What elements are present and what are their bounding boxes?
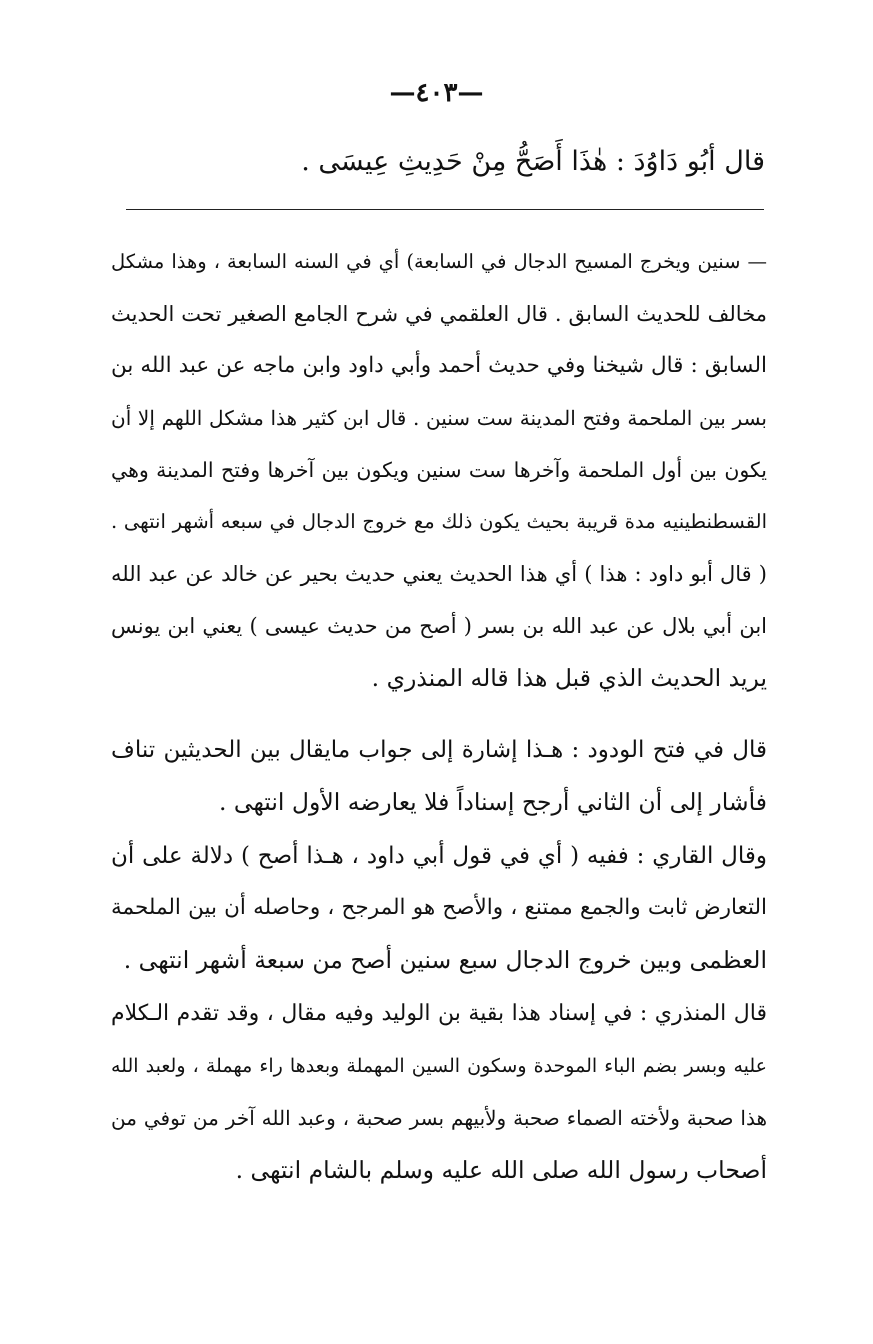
page-number: —٤٠٣— [389,78,484,108]
text-line: عليه وبسر بضم الباء الموحدة وسكون السين المهملة وبعدها راء مهملة ، ولعبد الله [111,1055,767,1077]
commentary-body [111,236,767,1196]
text-line: بسر بين الملحمة وفتح المدينة ست سنين . قال ابن كثير هذا مشكل اللهم إلا أن [111,406,767,430]
commentary-paragraph [111,830,767,986]
text-line: قال في فتح الودود : هـذا إشارة إلى جواب مايقال بين الحديثين تناف [111,737,767,763]
text-line: القسطنطينيه مدة قريبة بحيث يكون ذلك مع خروج الدجال في سبعه أشهر انتهى . [111,510,767,533]
section-divider [126,209,764,210]
text-line: قال المنذري : في إسناد هذا بقية بن الوليد وفيه مقال ، وقد تقدم الـكلام [111,1001,767,1026]
text-line: فأشار إلى أن الثاني أرجح إسناداً فلا يعارضه الأول انتهى . [218,788,767,816]
text-line: أصحاب رسول الله صلى الله عليه وسلم بالشام انتهى . [235,1156,767,1184]
text-line: العظمى وبين خروج الدجال سبع سنين أصح من سبعة أشهر انتهى . [123,946,767,974]
paragraph-spacer [111,704,767,724]
text-line: ابن أبي بلال عن عبد الله بن بسر ( أصح من حديث عيسى ) يعني ابن يونس [111,614,767,638]
text-line: مخالف للحديث السابق . قال العلقمي في شرح الجامع الصغير تحت الحديث [111,302,767,326]
commentary-paragraph [111,988,767,1196]
hadith-text: قال أبُو دَاوُدَ : هٰذَا أَصَحُّ مِنْ حَدِيثِ عِيسَى . [301,146,765,177]
commentary-paragraph [111,724,767,828]
text-line: يريد الحديث الذي قبل هذا قاله المنذري . [371,664,767,692]
text-line: التعارض ثابت والجمع ممتنع ، والأصح هو المرجح ، وحاصله أن بين الملحمة [111,895,767,920]
text-line: يكون بين أول الملحمة وآخرها ست سنين ويكون بين آخرها وفتح المدينة وهي [111,458,767,482]
text-line: وقال القاري : ففيه ( أي في قول أبي داود ، هـذا أصح ) دلالة على أن [111,843,767,869]
text-line: — سنين ويخرج المسيح الدجال في السابعة) أي في السنه السابعة ، وهذا مشكل [111,250,767,273]
text-line: السابق : قال شيخنا وفي حديث أحمد وأبي داود وابن ماجه عن عبد الله بن [111,353,767,378]
commentary-paragraph [111,236,767,704]
text-line: هذا صحبة ولأخته الصماء صحبة ولأبيهم بسر صحبة ، وعبد الله آخر من توفي من [111,1106,768,1130]
text-line: ( قال أبو داود : هذا ) أي هذا الحديث يعني حديث بحير عن خالد عن عبد الله [111,562,767,586]
